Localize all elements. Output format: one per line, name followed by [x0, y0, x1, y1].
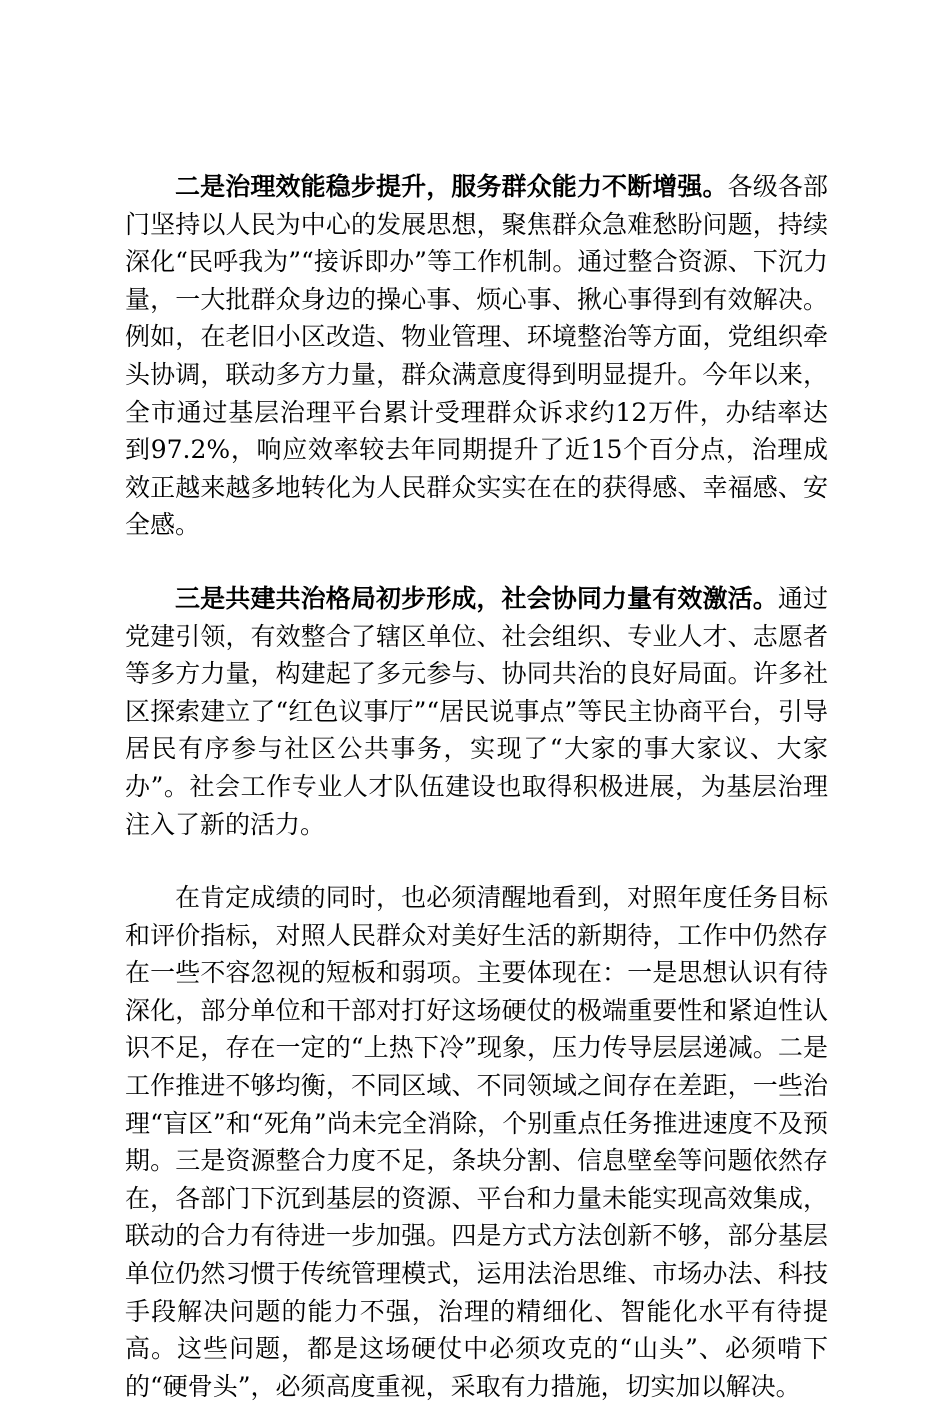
paragraph-text: 在肯定成绩的同时，也必须清醒地看到，对照年度任务目标和评价指标，对照人民群众对美好生活的新期待，工作中仍然存在一些不容忽视的短板和弱项。主要体现在：一是思想认识有待深化，部分单位和干部对打好这场硬仗的极端重要性和紧迫性认识不足，存在一定的“上热下冷”现象，压力传导层层递减。二是工作推进不够均衡，不同区域、不同领域之间存在差距，一些治理“盲区”和“死角”尚未完全消除，个别重点任务推进速度不及预期。三是资源整合力度不足，条块分割、信息壁垒等问题依然存在，各部门下沉到基层的资源、平台和力量未能实现高效集成，联动的合力有待进一步加强。四是方式方法创新不够，部分基层单位仍然习惯于传统管理模式，运用法治思维、市场办法、科技手段解决问题的能力不强，治理的精细化、智能化水平有待提高。这些问题，都是这场硬仗中必须攻克的“山头”、必须啃下的“硬骨头”，必须高度重视，采取有力措施，切实加以解决。 — [125, 883, 828, 1401]
paragraph-lead: 三是共建共治格局初步形成，社会协同力量有效激活。 — [175, 583, 778, 613]
document-body — [125, 168, 828, 1405]
paragraph-text: 各级各部门坚持以人民为中心的发展思想，聚焦群众急难愁盼问题，持续深化“民呼我为”“接诉即办”等工作机制。通过整合资源、下沉力量，一大批群众身边的操心事、烦心事、揪心事得到有效解决。例如，在老旧小区改造、物业管理、环境整治等方面，党组织牵头协调，联动多方力量，群众满意度得到明显提升。今年以来，全市通过基层治理平台累计受理群众诉求约12万件，办结率达到97.2%，响应效率较去年同期提升了近15个百分点，治理成效正越来越多地转化为人民群众实实在在的获得感、幸福感、安全感。 — [125, 172, 828, 540]
paragraph-shortcomings — [125, 879, 828, 1405]
paragraph-lead: 二是治理效能稳步提升，服务群众能力不断增强。 — [175, 172, 728, 201]
paragraph-co-governance — [125, 580, 828, 843]
paragraph-governance-efficiency — [125, 168, 828, 544]
paragraph-text: 通过党建引领，有效整合了辖区单位、社会组织、专业人才、志愿者等多方力量，构建起了多元参与、协同共治的良好局面。许多社区探索建立了“红色议事厅”“居民说事点”等民主协商平台，引导居民有序参与社区公共事务，实现了“大家的事大家议、大家办”。社会工作专业人才队伍建设也取得积极进展，为基层治理注入了新的活力。 — [125, 583, 828, 839]
